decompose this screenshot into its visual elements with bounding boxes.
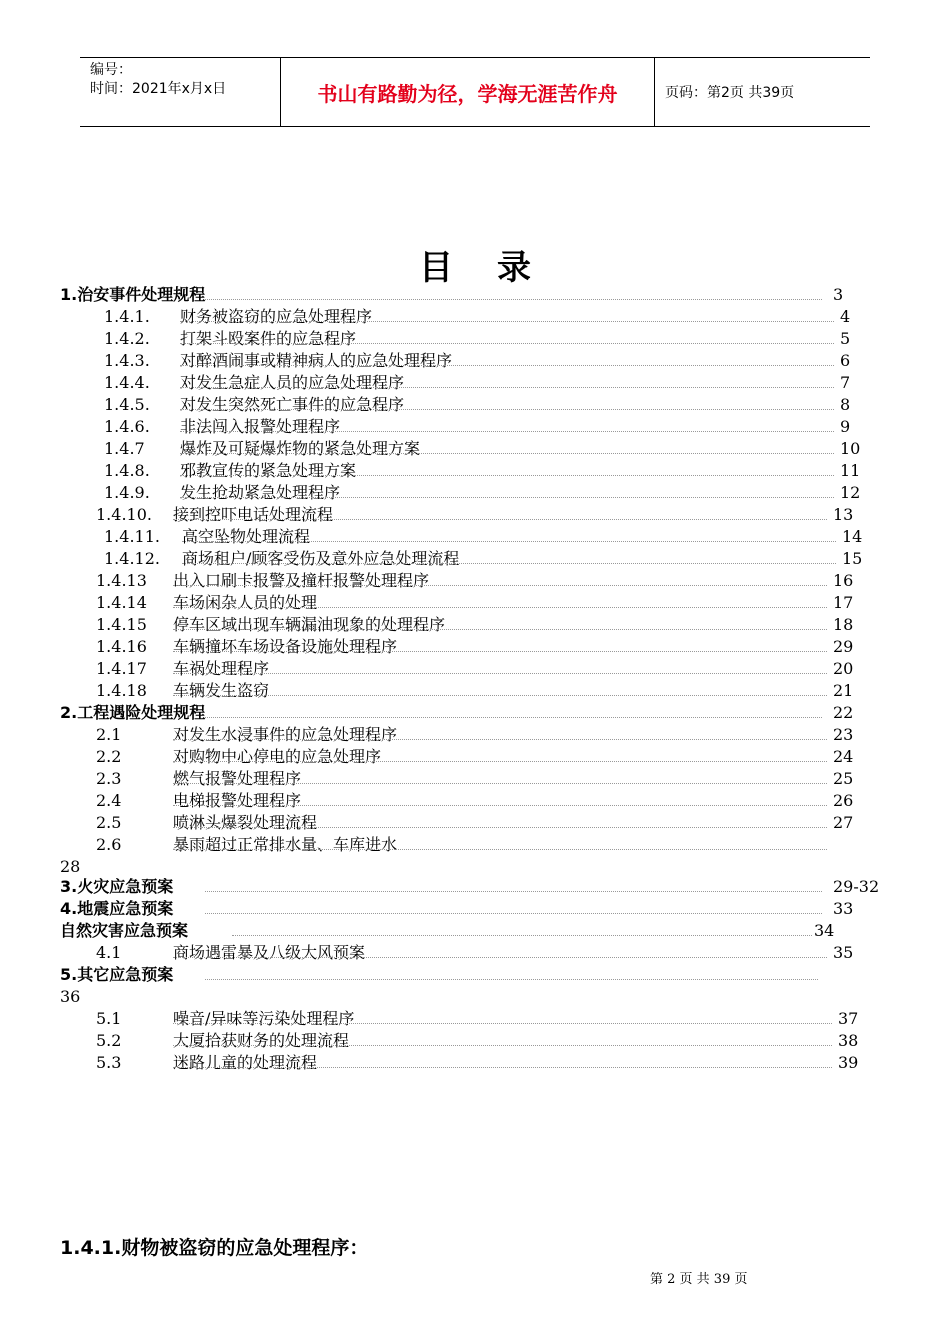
toc-leader-dots [182,563,836,564]
toc-entry-page: 8 [840,395,851,414]
toc-entry-page: 34 [814,921,835,940]
toc-entry-number: 2.3 [96,769,122,788]
toc-entry[interactable] [0,416,950,438]
toc-entry[interactable] [0,394,950,416]
toc-entry-number: 1.4.7 [104,439,145,458]
toc-entry-text: 对发生突然死亡事件的应急程序 [180,395,405,414]
toc-entry-number: 1.4.16 [96,637,147,656]
toc-entry-page: 23 [833,725,854,744]
toc-entry-text: 对发生水浸事件的应急处理程序 [173,725,398,744]
toc-entry-number: 5.其它应急预案 [60,965,174,984]
toc-entry-number: 4.1 [96,943,122,962]
toc-entry-text: 打架斗殴案件的应急程序 [180,329,357,348]
toc-entry-text: 爆炸及可疑爆炸物的紧急处理方案 [180,439,421,458]
toc-entry-page: 35 [833,943,854,962]
toc-leader-dots [232,935,812,936]
toc-entry-number: 2.工程遇险处理规程 [60,703,206,722]
toc-leader-dots [205,913,822,914]
toc-entry-page: 13 [833,505,854,524]
toc-entry-page: 14 [842,527,863,546]
toc-entry[interactable] [0,898,950,920]
toc-entry-page: 24 [833,747,854,766]
toc-entry[interactable] [0,702,950,724]
toc-entry-number: 5.3 [96,1053,122,1072]
toc-entry[interactable] [0,636,950,658]
toc-entry[interactable] [0,746,950,768]
toc-entry-text: 商场租户/顾客受伤及意外应急处理流程 [182,549,460,568]
toc-entry-page: 29 [833,637,854,656]
toc-entry-number: 2.4 [96,791,122,810]
toc-entry-number: 1.4.14 [96,593,147,612]
toc-leader-dots [182,541,836,542]
toc-leader-dots [173,739,827,740]
toc-entry[interactable] [0,614,950,636]
toc-leader-dots [205,891,822,892]
toc-entry-text: 车祸处理程序 [173,659,270,678]
toc-entry-page: 37 [838,1009,859,1028]
toc-title: 目录 [419,248,575,288]
toc-entry[interactable] [0,1030,950,1052]
toc-entry-text: 噪音/异味等污染处理程序 [173,1009,355,1028]
toc-entry[interactable] [0,876,950,898]
toc-entry-page: 21 [833,681,854,700]
toc-entry[interactable] [0,768,950,790]
toc-entry-text: 邪教宣传的紧急处理方案 [180,461,357,480]
toc-entry-text: 燃气报警处理程序 [173,769,302,788]
toc-leader-dots [173,651,827,652]
toc-entry-text: 对购物中心停电的应急处理序 [173,747,382,766]
toc-entry-page: 17 [833,593,854,612]
header-motto: 书山有路勤为径，学海无涯苦作舟 [280,58,655,126]
toc-entry[interactable] [0,460,950,482]
toc-entry-page: 20 [833,659,854,678]
toc-entry-number: 5.1 [96,1009,122,1028]
toc-entry-text: 迷路儿童的处理流程 [173,1053,318,1072]
toc-entry-text: 大厦拾获财务的处理流程 [173,1031,350,1050]
toc-entry-page: 16 [833,571,854,590]
toc-leader-dots [180,365,834,366]
toc-entry-number: 5.2 [96,1031,122,1050]
toc-entry-number: 1.4.13 [96,571,147,590]
toc-entry-page: 26 [833,791,854,810]
toc-entry-text: 暴雨超过正常排水量、车库进水 [173,835,398,854]
toc-entry-number: 1.4.9. [104,483,150,502]
toc-leader-dots [180,343,834,344]
toc-entry[interactable] [0,482,950,504]
toc-entry-number: 1.4.8. [104,461,150,480]
toc-entry-page: 22 [833,703,854,722]
toc-leader-dots [180,453,834,454]
toc-entry[interactable] [0,592,950,614]
toc-leader-dots [173,1023,832,1024]
toc-leader-dots [180,497,834,498]
toc-leader-dots [173,849,827,850]
toc-entry-page: 28 [60,857,81,876]
toc-entry-number: 1.治安事件处理规程 [60,285,206,304]
header-page-info: 页码：第2页 共39页 [665,85,795,101]
toc-entry-page: 38 [838,1031,859,1050]
toc-leader-dots [173,585,827,586]
toc-entry-text: 高空坠物处理流程 [182,527,311,546]
toc-entry[interactable] [0,328,950,350]
toc-entry[interactable] [0,372,950,394]
toc-entry-number: 3.火灾应急预案 [60,877,174,896]
toc-entry-text: 电梯报警处理程序 [173,791,302,810]
toc-entry-page: 10 [840,439,861,458]
toc-entry[interactable] [0,724,950,746]
toc-leader-dots [173,761,827,762]
toc-entry[interactable] [0,284,950,306]
toc-entry-page: 3 [833,285,844,304]
toc-entry-number: 4.地震应急预案 [60,899,174,918]
toc-entry-page: 25 [833,769,854,788]
toc-leader-dots [180,387,834,388]
toc-entry[interactable] [0,680,950,702]
toc-leader-dots [173,1045,832,1046]
toc-leader-dots [180,321,834,322]
toc-entry[interactable] [0,306,950,328]
toc-entry-number: 1.4.18 [96,681,147,700]
toc-entry[interactable] [0,570,950,592]
toc-entry-page: 15 [842,549,863,568]
toc-entry-text: 车辆发生盗窃 [173,681,270,700]
toc-entry-number: 2.6 [96,835,122,854]
toc-entry-number: 1.4.12. [104,549,160,568]
toc-entry-page: 6 [840,351,851,370]
toc-entry-number: 1.4.2. [104,329,150,348]
toc-entry[interactable] [0,1008,950,1030]
toc-leader-dots [173,629,827,630]
page-footer: 第 2 页 共 39 页 [650,1272,748,1287]
toc-entry-number: 1.4.4. [104,373,150,392]
toc-entry-number: 2.5 [96,813,122,832]
toc-entry[interactable] [0,526,950,548]
toc-entry[interactable] [0,920,950,942]
toc-leader-dots [173,783,827,784]
toc-entry-page: 36 [60,987,81,1006]
toc-entry-text: 对发生急症人员的应急处理程序 [180,373,405,392]
doc-time-label: 时间：2021年x月x日 [90,81,227,97]
section-heading: 1.4.1.财物被盗窃的应急处理程序： [60,1237,369,1259]
toc-leader-dots [173,519,827,520]
toc-entry-text: 非法闯入报警处理程序 [180,417,341,436]
toc-entry-text: 车辆撞坏车场设备设施处理程序 [173,637,398,656]
toc-entry-number: 1.4.5. [104,395,150,414]
toc-entry-page: 9 [840,417,851,436]
toc-entry-page: 27 [833,813,854,832]
toc-entry[interactable] [0,1052,950,1074]
toc-entry-page: 11 [840,461,861,480]
toc-leader-dots [173,1067,832,1068]
toc-leader-dots [205,979,818,980]
toc-entry[interactable] [0,504,950,526]
toc-entry-text: 对醉酒闹事或精神病人的应急处理程序 [180,351,453,370]
toc-leader-dots [180,409,834,410]
toc-entry[interactable] [0,548,950,570]
toc-entry-number: 1.4.10. [96,505,152,524]
toc-entry-number: 1.4.15 [96,615,147,634]
toc-entry-page: 33 [833,899,854,918]
toc-leader-dots [205,299,822,300]
toc-entry-page: 29-32 [833,877,880,896]
toc-leader-dots [173,957,827,958]
toc-leader-dots [173,607,827,608]
toc-entry-page: 39 [838,1053,859,1072]
toc-entry[interactable] [0,438,950,460]
toc-entry-page: 7 [840,373,851,392]
toc-entry[interactable] [0,350,950,372]
toc-entry-text: 发生抢劫紧急处理程序 [180,483,341,502]
doc-number-label: 编号： [90,62,132,78]
toc-entry[interactable] [0,964,950,1006]
toc-entry-number: 自然灾害应急预案 [60,921,189,940]
toc-entry-page: 4 [840,307,851,326]
toc-entry-text: 财务被盗窃的应急处理程序 [180,307,373,326]
toc-entry[interactable] [0,790,950,812]
toc-entry-number: 1.4.1. [104,307,150,326]
toc-entry-text: 车场闲杂人员的处理 [173,593,318,612]
toc-leader-dots [173,827,827,828]
toc-entry[interactable] [0,942,950,964]
toc-entry-number: 1.4.17 [96,659,147,678]
toc-entry-number: 2.2 [96,747,122,766]
toc-entry-page: 18 [833,615,854,634]
toc-leader-dots [173,805,827,806]
toc-leader-dots [173,695,827,696]
toc-leader-dots [205,717,822,718]
toc-entry-page: 12 [840,483,861,502]
toc-entry[interactable] [0,658,950,680]
toc-entry-page: 5 [840,329,851,348]
toc-entry-text: 出入口刷卡报警及撞杆报警处理程序 [173,571,430,590]
toc-entry[interactable] [0,834,950,876]
toc-entry[interactable] [0,812,950,834]
page-header [80,57,870,127]
toc-entry-text: 停车区域出现车辆漏油现象的处理程序 [173,615,446,634]
toc-entry-number: 2.1 [96,725,122,744]
toc-entry-number: 1.4.6. [104,417,150,436]
toc-entry-number: 1.4.11. [104,527,160,546]
toc-leader-dots [173,673,827,674]
toc-entry-text: 喷淋头爆裂处理流程 [173,813,318,832]
toc-leader-dots [180,431,834,432]
header-meta [80,58,280,126]
toc-entry-text: 接到控吓电话处理流程 [173,505,334,524]
toc-entry-number: 1.4.3. [104,351,150,370]
toc-entry-text: 商场遇雷暴及八级大风预案 [173,943,366,962]
toc-leader-dots [180,475,834,476]
